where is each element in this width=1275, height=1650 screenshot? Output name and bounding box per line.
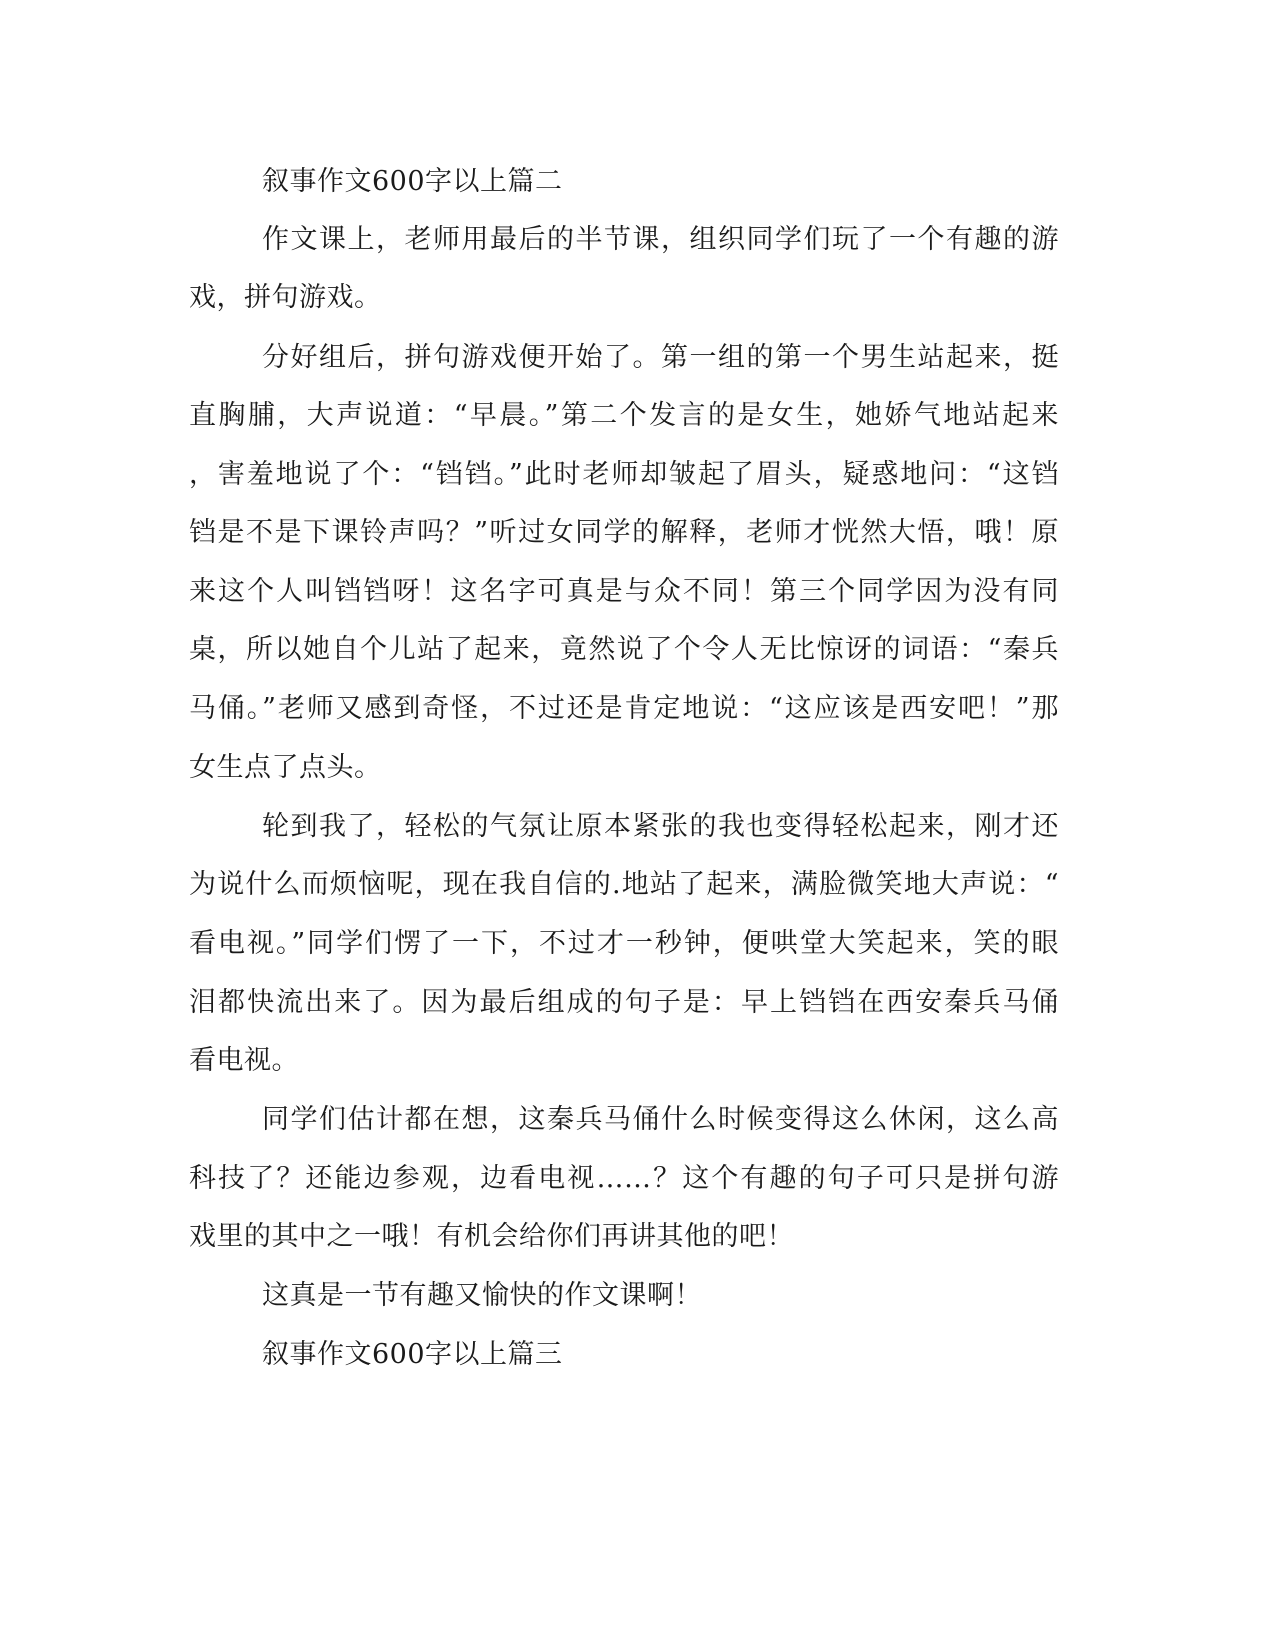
paragraph-line: 直胸脯，大声说道：“早晨。”第二个发言的是女生，她娇气地站起来 bbox=[189, 400, 1059, 431]
section-heading-2: 叙事作文600字以上篇二 bbox=[262, 166, 563, 197]
paragraph-line: 轮到我了，轻松的气氛让原本紧张的我也变得轻松起来，刚才还 bbox=[262, 811, 1059, 842]
paragraph-line: 女生点了点头。 bbox=[189, 752, 382, 783]
paragraph-line: 科技了？还能边参观，边看电视……？这个有趣的句子可只是拼句游 bbox=[189, 1163, 1059, 1194]
paragraph-line: 戏里的其中之一哦！有机会给你们再讲其他的吧！ bbox=[189, 1221, 794, 1252]
paragraph-line: 桌，所以她自个儿站了起来，竟然说了个令人无比惊讶的词语：“秦兵 bbox=[189, 634, 1059, 665]
paragraph-line: ，害羞地说了个：“铛铛。”此时老师却皱起了眉头，疑惑地问：“这铛 bbox=[189, 459, 1059, 490]
paragraph-line: 作文课上，老师用最后的半节课，组织同学们玩了一个有趣的游 bbox=[262, 224, 1059, 255]
paragraph-line: 同学们估计都在想，这秦兵马俑什么时候变得这么休闲，这么高 bbox=[262, 1104, 1059, 1135]
paragraph-line: 为说什么而烦恼呢，现在我自信的.地站了起来，满脸微笑地大声说：“ bbox=[189, 869, 1059, 900]
paragraph-line: 来这个人叫铛铛呀！这名字可真是与众不同！第三个同学因为没有同 bbox=[189, 576, 1059, 607]
paragraph-line: 泪都快流出来了。因为最后组成的句子是：早上铛铛在西安秦兵马俑 bbox=[189, 987, 1059, 1018]
section-heading-3: 叙事作文600字以上篇三 bbox=[262, 1339, 563, 1370]
paragraph-line: 看电视。 bbox=[189, 1045, 299, 1076]
paragraph-line: 看电视。”同学们愣了一下，不过才一秒钟，便哄堂大笑起来，笑的眼 bbox=[189, 928, 1059, 959]
paragraph-line: 这真是一节有趣又愉快的作文课啊！ bbox=[262, 1280, 702, 1311]
paragraph-line: 分好组后，拼句游戏便开始了。第一组的第一个男生站起来，挺 bbox=[262, 342, 1059, 373]
paragraph-line: 铛是不是下课铃声吗？”听过女同学的解释，老师才恍然大悟，哦！原 bbox=[189, 517, 1059, 548]
paragraph-line: 马俑。”老师又感到奇怪，不过还是肯定地说：“这应该是西安吧！”那 bbox=[189, 693, 1059, 724]
paragraph-line: 戏，拼句游戏。 bbox=[189, 282, 382, 313]
